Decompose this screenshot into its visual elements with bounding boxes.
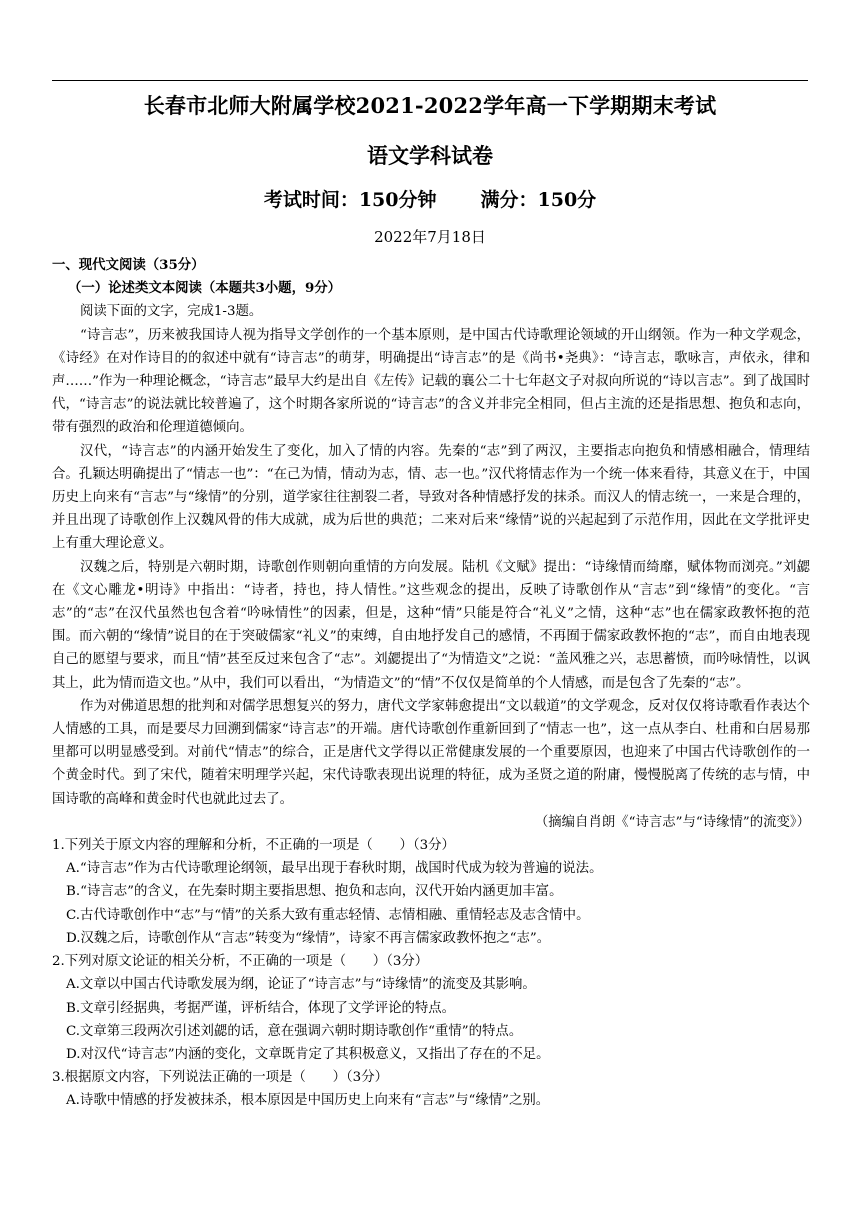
reading-instruction: 阅读下面的文字，完成1-3题。 <box>80 304 263 320</box>
subsection-heading: （一）论述类文本阅读（本题共3小题，9分） <box>68 280 342 297</box>
option-a: A.文章以中国古代诗歌发展为纲，论证了“诗言志”与“诗缘情”的流变及其影响。 <box>66 977 536 993</box>
question-stem: 3.根据原文内容，下列说法正确的一项是（ ）（3分） <box>52 1070 388 1086</box>
question-stem: 2.下列对原文论证的相关分析，不正确的一项是（ ）（3分） <box>52 954 429 970</box>
question-stem: 1.下列关于原文内容的理解和分析，不正确的一项是（ ）（3分） <box>52 838 455 854</box>
option-c: C.文章第三段两次引述刘勰的话，意在强调六朝时期诗歌创作“重情”的特点。 <box>66 1023 523 1039</box>
exam-content <box>52 254 810 1113</box>
option-b: B.文章引经据典，考据严谨，评析结合，体现了文学评论的特点。 <box>66 1000 456 1016</box>
subject-title: 语文学科试卷 <box>367 143 493 168</box>
option-d: D.对汉代“诗言志”内涵的变化，文章既肯定了其积极意义，又指出了存在的不足。 <box>66 1046 550 1062</box>
passage-paragraph-2: 汉代，“诗言志”的内涵开始发生了变化，加入了情的内容。先秦的“志”到了两汉，主要指志向抱负和情感相融合，情理结合。孔颖达明确提出了“情志一也”：“在己为情，情动为志，情、志一也。”汉代将情志作为一个统一体来看待，其意义在于，中国历史上向来有“言志”与“缘情”的分别，道学家往往割裂二者，导致对各种情感抒发的抹杀。而汉人的情志统一，一来是合理的，并且出现了诗歌创作上汉魏风骨的伟大成就，成为后世的典范；二来对后来“缘情”说的兴起起到了示范作用，因此在文学批评史上有重大理论意义。 <box>52 443 810 552</box>
option-c: C.古代诗歌创作中“志”与“情”的关系大致有重志轻情、志情相融、重情轻志及志含情中。 <box>66 907 590 923</box>
exam-meta <box>0 185 860 212</box>
full-score: 满分：150分 <box>480 189 597 211</box>
option-a: A.“诗言志”作为古代诗歌理论纲领，最早出现于春秋时期，战国时代成为较为普遍的说法。 <box>66 861 603 877</box>
passage-paragraph-1: “诗言志”，历来被我国诗人视为指导文学创作的一个基本原则，是中国古代诗歌理论领域的开山纲领。作为一种文学观念，《诗经》在对作诗目的的叙述中就有“诗言志”的萌芽，明确提出“诗言志”的是《尚书•尧典》：“诗言志，歌咏言，声依永，律和声……”作为一种理论概念，“诗言志”最早大约是出自《左传》记载的襄公二十七年赵文子对叔向所说的“诗以言志”。到了战国时代，“诗言志”的说法就比较普遍了，这个时期各家所说的“诗言志”的含义并非完全相同，但占主流的还是指思想、抱负和志向，带有强烈的政治和伦理道德倾向。 <box>52 327 810 436</box>
exam-time: 考试时间：150分钟 <box>263 189 437 211</box>
passage-paragraph-4: 作为对佛道思想的批判和对儒学思想复兴的努力，唐代文学家韩愈提出“文以载道”的文学观念，反对仅仅将诗歌看作表达个人情感的工具，而是要尽力回溯到儒家“诗言志”的开端。唐代诗歌创作重新回到了“情志一也”，这一点从李白、杜甫和白居易那里都可以明显感受到。对前代“情志”的综合，正是唐代文学得以正常健康发展的一个重要原因，也迎来了中国古代诗歌创作的一个黄金时代。到了宋代，随着宋明理学兴起，宋代诗歌表现出说理的特征，成为圣贤之道的附庸，慢慢脱离了传统的志与情，中国诗歌的高峰和黄金时代也就此过去了。 <box>52 698 810 807</box>
section-heading: 一、现代文阅读（35分） <box>52 257 205 273</box>
passage-source: （摘编自肖朗《“诗言志”与“诗缘情”的流变》） <box>534 814 810 830</box>
passage-paragraph-3: 汉魏之后，特别是六朝时期，诗歌创作则朝向重情的方向发展。陆机《文赋》提出：“诗缘情而绮靡，赋体物而浏亮。”刘勰在《文心雕龙•明诗》中指出：“诗者，持也，持人情性。”这些观念的提出，反映了诗歌创作从“言志”到“缘情”的变化。“言志”的“志”在汉代虽然也包含着“吟咏情性”的因素，但是，这种“情”只能是符合“礼义”之情，这种“志”也在儒家政教怀抱的范围。而六朝的“缘情”说目的在于突破儒家“礼义”的束缚，自由地抒发自己的感情，不再囿于儒家政教怀抱的“志”，而自由地表现自己的愿望与要求，而且“情”甚至反过来包含了“志”。刘勰提出了“为情造文”之说：“盖风雅之兴，志思蓄愤，而吟咏情性，以讽其上，此为情而造文也。”从中，我们可以看出，“为情造文”的“情”不仅仅是简单的个人情感，而是包含了先秦的“志”。 <box>52 559 810 691</box>
header-rule <box>52 80 808 81</box>
option-b: B.“诗言志”的含义，在先秦时期主要指思想、抱负和志向，汉代开始内涵更加丰富。 <box>66 884 563 900</box>
question-3 <box>52 1066 810 1112</box>
option-d: D.汉魏之后，诗歌创作从“言志”转变为“缘情”，诗家不再言儒家政教怀抱之“志”。 <box>66 930 551 946</box>
option-a: A.诗歌中情感的抒发被抹杀，根本原因是中国历史上向来有“言志”与“缘情”之别。 <box>66 1093 550 1109</box>
question-1 <box>52 834 810 950</box>
question-2 <box>52 950 810 1066</box>
exam-title: 长春市北师大附属学校2021-2022学年高一下学期期末考试 <box>143 93 717 118</box>
exam-date: 2022年7月18日 <box>374 228 486 246</box>
